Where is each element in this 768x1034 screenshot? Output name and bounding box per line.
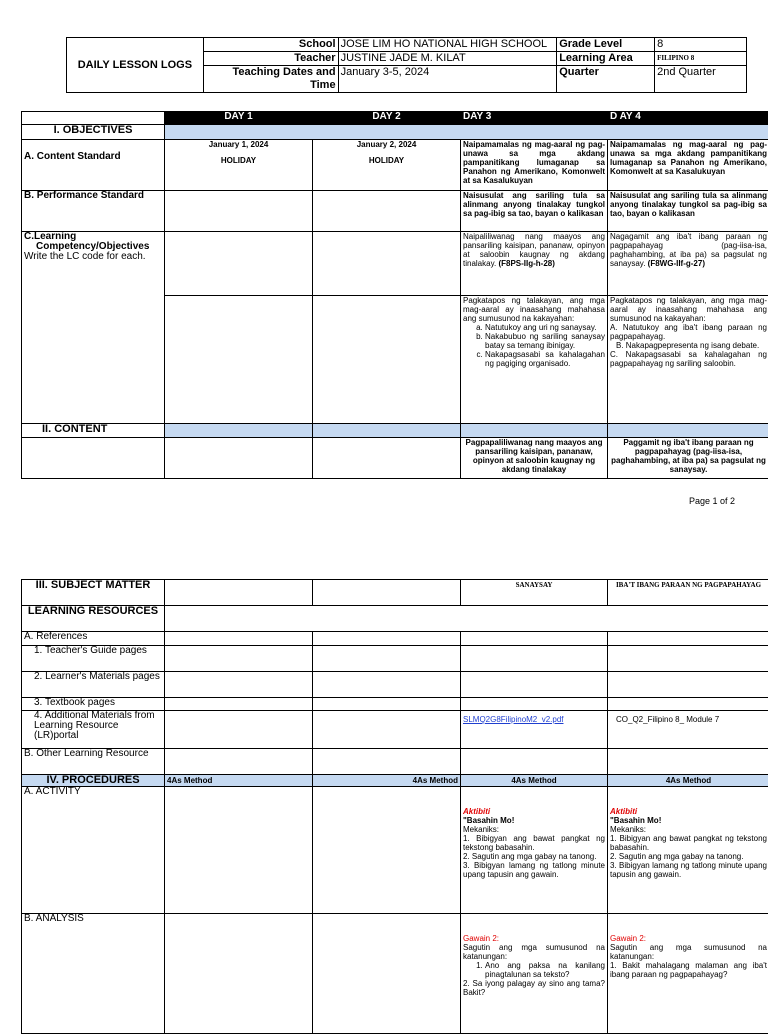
day2-date: January 2, 2024 [315,140,458,149]
day4-obj-c: C. Nakapagsasabi sa kahalagahan ng pagpapahayag ng sariling saloobin. [610,350,767,368]
lesson-table-page2 [21,579,768,1034]
day-3-header: DAY 3 [461,112,608,125]
day4-obj-intro: Pagkatapos ng talakayan, ang mga mag-aaral ay inaasahang mahahasa ang sumusunod na kakayahan: [610,296,767,323]
day2-holiday: HOLIDAY [315,156,458,165]
day4-act-2: 2. Sagutin ang mga gabay na tanong. [610,852,767,861]
day4-objectives [608,296,768,424]
lesson-table-page1 [21,111,768,479]
header-table [66,37,747,93]
day3-question-list [463,961,605,979]
quarter-label: Quarter [557,66,655,93]
grade-label: Grade Level [557,38,655,52]
dates-value: January 3-5, 2024 [338,66,557,93]
lm-label: 2. Learner's Materials pages [22,672,165,698]
day3-lc-code: (F8PS-IIg-h-28) [498,259,554,268]
lc-label-line1: C.Learning [24,232,162,242]
day4-subject: IBA'T IBANG PARAAN NG PAGPAPAHAYAG [608,580,768,606]
day4-basahin: "Basahin Mo! [610,816,767,825]
day3-additional-cell [461,711,608,749]
day-header-row [22,112,768,125]
day4-lc-text: Nagagamit ang iba't ibang paraan ng pagpapahayag (pag-iisa-isa, paghahambing, at iba pa) sa pagsulat ng sanaysay. [610,232,767,268]
day3-objectives [461,296,608,424]
day2-cell [313,140,461,191]
dll-title: DAILY LESSON LOGS [67,38,204,93]
teacher-label: Teacher [203,52,338,66]
grade-value: 8 [655,38,747,52]
learning-resources-heading: LEARNING RESOURCES [22,606,165,632]
day4-performance-standard: Naisusulat ang sariling tula sa alinmang anyong tinalakay tungkol sa pag-ibig sa tao, bayan o kalikasan [608,191,768,232]
textbook-label: 3. Textbook pages [22,698,165,711]
lc-label-line2: Competency/Objectives [24,242,162,252]
day4-activity [608,787,768,914]
day3-performance-standard: Naisusulat ang sariling tula sa alinmang anyong tinalakay tungkol sa pag-ibig sa tao, bayan o kalikasan [461,191,608,232]
references-label: A. References [22,632,165,646]
lc-label-line3: Write the LC code for each. [24,252,162,262]
day3-obj-list [463,323,605,368]
day4-content: Paggamit ng iba't ibang paraan ng pagpapahayag (pag-iisa-isa, paghahambing, at iba pa) sa pagsulat ng sanaysay. [608,438,768,479]
day3-act-1: 1. Bibigyan ang bawat pangkat ng tekstong babasahin. [463,834,605,852]
day2-method: 4As Method [313,775,461,787]
teacher-value: JUSTINE JADE M. KILAT [338,52,557,66]
day3-mekaniks: Mekaniks: [463,825,605,834]
day3-obj-item: c. Nakapagsasabi sa kahalagahan ng pagiging organisado. [485,350,605,368]
procedures-heading: IV. PROCEDURES [22,775,165,787]
day4-content-standard: Naipamamalas ng mag-aaral ng pag-unawa sa mga akdang pampanitikang lumaganap sa Panahon ng Amerikano, Komonwelt at sa Kasalukuyan [608,140,768,191]
lc-label [22,232,165,424]
tg-label: 1. Teacher's Guide pages [22,646,165,672]
day4-method: 4As Method [608,775,768,787]
day3-act-3: 3. Bibigyan lamang ng tatlong minute upang tapusin ang gawain. [463,861,605,879]
day4-sagutin: Sagutin ang mga sumusunod na katanungan: [610,943,767,961]
day3-activity [461,787,608,914]
day4-obj-a: A. Natutukoy ang iba't ibang paraan ng pagpapahayag. [610,323,767,341]
day4-obj-b: B. Nakapagpepresenta ng isang debate. [610,341,767,350]
day3-question-2: 2. Sa iyong palagay ay sino ang tama? Bakit? [463,979,605,997]
day3-sagutin: Sagutin ang mga sumusunod na katanungan: [463,943,605,961]
day3-analysis [461,914,608,1034]
day-1-header: DAY 1 [165,112,313,125]
day3-additional-link[interactable]: SLMQ2G8FilipinoM2_v2.pdf [463,715,564,724]
day3-gawain: Gawain 2: [463,934,605,943]
day3-question: 1. Ano ang paksa na kanilang pinagtalunan sa teksto? [485,961,605,979]
day1-method: 4As Method [165,775,313,787]
day4-lc [608,232,768,296]
other-resources-label: B. Other Learning Resource [22,749,165,775]
school-label: School [203,38,338,52]
day4-mekaniks: Mekaniks: [610,825,767,834]
area-value: FILIPINO 8 [655,52,747,66]
day4-act-3: 3. Bibigyan lamang ng tatlong minute upang tapusin ang gawain. [610,861,767,879]
day3-content-standard: Naipamamalas ng mag-aaral ng pag-unawa sa mga akdang pampanitikang lumaganap sa Panahon ng Amerikano, Komonwelt at sa Kasalukuyan [461,140,608,191]
subject-matter-heading: III. SUBJECT MATTER [22,580,165,606]
day3-lc-text: Naipaliliwanag nang maayos ang pansariling kaisipan, pananaw, opinyon at saloobin kaugnay ng akdang tinalakay. [463,232,605,268]
day-4-header: D AY 4 [608,112,768,125]
day3-lc [461,232,608,296]
day3-method: 4As Method [461,775,608,787]
day3-subject: SANAYSAY [461,580,608,606]
day4-question-1: 1. Bakit mahalagang malaman ang iba't ibang paraan ng pagpapahayag? [610,961,767,979]
day1-date: January 1, 2024 [167,140,310,149]
day3-obj-intro: Pagkatapos ng talakayan, ang mga mag-aaral ay inaasahang mahahasa ang sumusunod na kakayahan: [463,296,605,323]
day-2-header: DAY 2 [313,112,461,125]
day4-aktibiti: Aktibiti [610,807,767,816]
day3-aktibiti: Aktibiti [463,807,605,816]
day1-holiday: HOLIDAY [167,156,310,165]
analysis-label: B. ANALYSIS [22,914,165,1034]
school-value: JOSE LIM HO NATIONAL HIGH SCHOOL [338,38,557,52]
day3-content: Pagpapaliliwanag nang maayos ang pansariling kaisipan, pananaw, opinyon at saloobin kaugnay ng akdang tinalakay [461,438,608,479]
day3-obj-item: a. Natutukoy ang uri ng sanaysay. [485,323,605,332]
performance-standard-label: B. Performance Standard [22,191,165,232]
additional-materials-label: 4. Additional Materials from Learning Resource (LR)portal [22,711,165,749]
day4-lc-code: (F8WG-IIf-g-27) [648,259,705,268]
day4-act-1: 1. Bibigyan ang bawat pangkat ng tekstong babasahin. [610,834,767,852]
day3-basahin: "Basahin Mo! [463,816,605,825]
day3-act-2: 2. Sagutin ang mga gabay na tanong. [463,852,605,861]
day4-additional: CO_Q2_Filipino 8_ Module 7 [608,711,768,749]
activity-label: A. ACTIVITY [22,787,165,914]
page-number: Page 1 of 2 [689,496,735,506]
content-heading: II. CONTENT [22,424,165,438]
day4-gawain: Gawain 2: [610,934,767,943]
area-label: Learning Area [557,52,655,66]
objectives-heading: I. OBJECTIVES [22,125,165,140]
day1-cell [165,140,313,191]
dates-label: Teaching Dates and Time [203,66,338,93]
day4-analysis [608,914,768,1034]
day3-obj-item: b. Nakabubuo ng sariling sanaysay batay sa temang ibinigay. [485,332,605,350]
quarter-value: 2nd Quarter [655,66,747,93]
content-standard-label: A. Content Standard [22,140,165,191]
